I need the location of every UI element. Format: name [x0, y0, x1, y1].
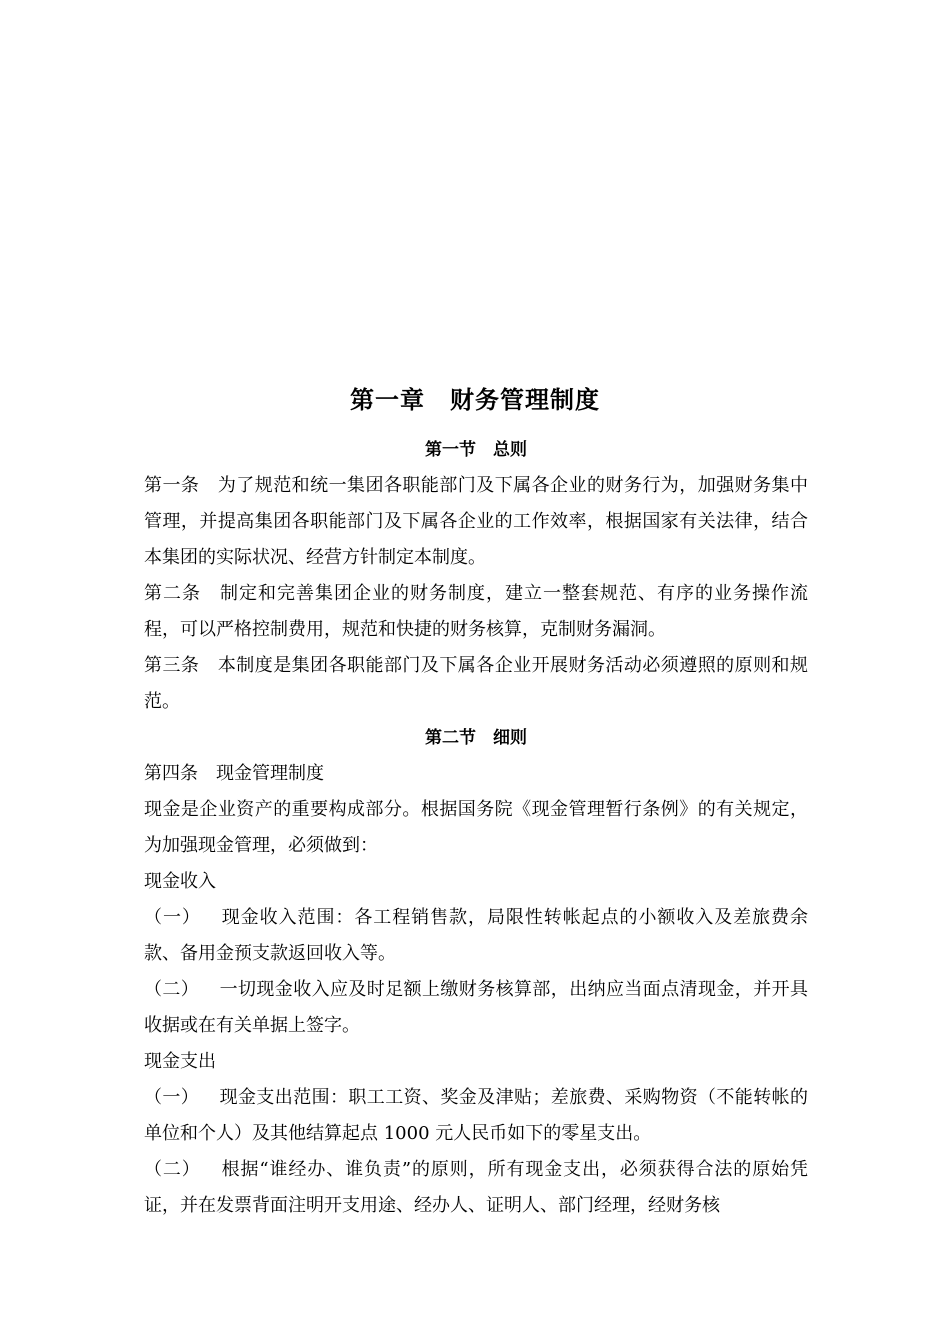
article-text: 为了规范和统一集团各职能部门及下属各企业的财务行为，加强财务集中管理，并提高集团各职能部门及下属各企业的工作效率，根据国家有关法律，结合本集团的实际状况、经营方针制定本制度。 — [144, 475, 809, 568]
cash-expense-item-2 — [144, 1152, 808, 1224]
cash-intro: 现金是企业资产的重要构成部分。根据国务院《现金管理暂行条例》的有关规定，为加强现金管理，必须做到： — [144, 799, 808, 856]
article-label: 第三条 — [144, 655, 200, 676]
item-text: 现金收入范围：各工程销售款，局限性转帐起点的小额收入及差旅费余款、备用金预支款返回收入等。 — [144, 907, 809, 964]
article-label: 第四条 — [144, 763, 198, 784]
article-text: 制定和完善集团企业的财务制度，建立一整套规范、有序的业务操作流程，可以严格控制费用，规范和快捷的财务核算，克制财务漏洞。 — [144, 583, 808, 640]
cash-expense-item-1 — [144, 1080, 808, 1152]
cash-income-item-2 — [144, 972, 808, 1044]
article-text: 本制度是集团各职能部门及下属各企业开展财务活动必须遵照的原则和规范。 — [144, 655, 809, 712]
article-3 — [144, 648, 808, 720]
cash-expense-heading: 现金支出 — [144, 1051, 216, 1072]
article-2 — [144, 576, 808, 648]
article-4 — [144, 756, 808, 792]
article-text: 现金管理制度 — [216, 763, 324, 784]
article-label: 第二条 — [144, 583, 201, 604]
cash-income-item-1 — [144, 900, 808, 972]
item-label: （二） — [144, 1159, 201, 1180]
item-label: （一） — [144, 1087, 200, 1108]
article-1 — [144, 468, 808, 576]
item-label: （二） — [144, 979, 200, 1000]
item-text: 一切现金收入应及时足额上缴财务核算部，出纳应当面点清现金，并开具收据或在有关单据上签字。 — [144, 979, 808, 1036]
item-text: 根据“谁经办、谁负责”的原则，所有现金支出，必须获得合法的原始凭证，并在发票背面注明开支用途、经办人、证明人、部门经理，经财务核 — [144, 1159, 809, 1216]
article-label: 第一条 — [144, 475, 200, 496]
item-text: 现金支出范围：职工工资、奖金及津贴；差旅费、采购物资（不能转帐的单位和个人）及其他结算起点 1000 元人民币如下的零星支出。 — [144, 1087, 808, 1144]
document-body — [144, 432, 808, 1224]
item-label: （一） — [144, 907, 201, 928]
chapter-title: 第一章 财务管理制度 — [350, 385, 600, 414]
cash-income-heading: 现金收入 — [144, 871, 216, 892]
section-title-details: 第二节 细则 — [425, 728, 527, 748]
section-title-general: 第一节 总则 — [425, 440, 527, 460]
